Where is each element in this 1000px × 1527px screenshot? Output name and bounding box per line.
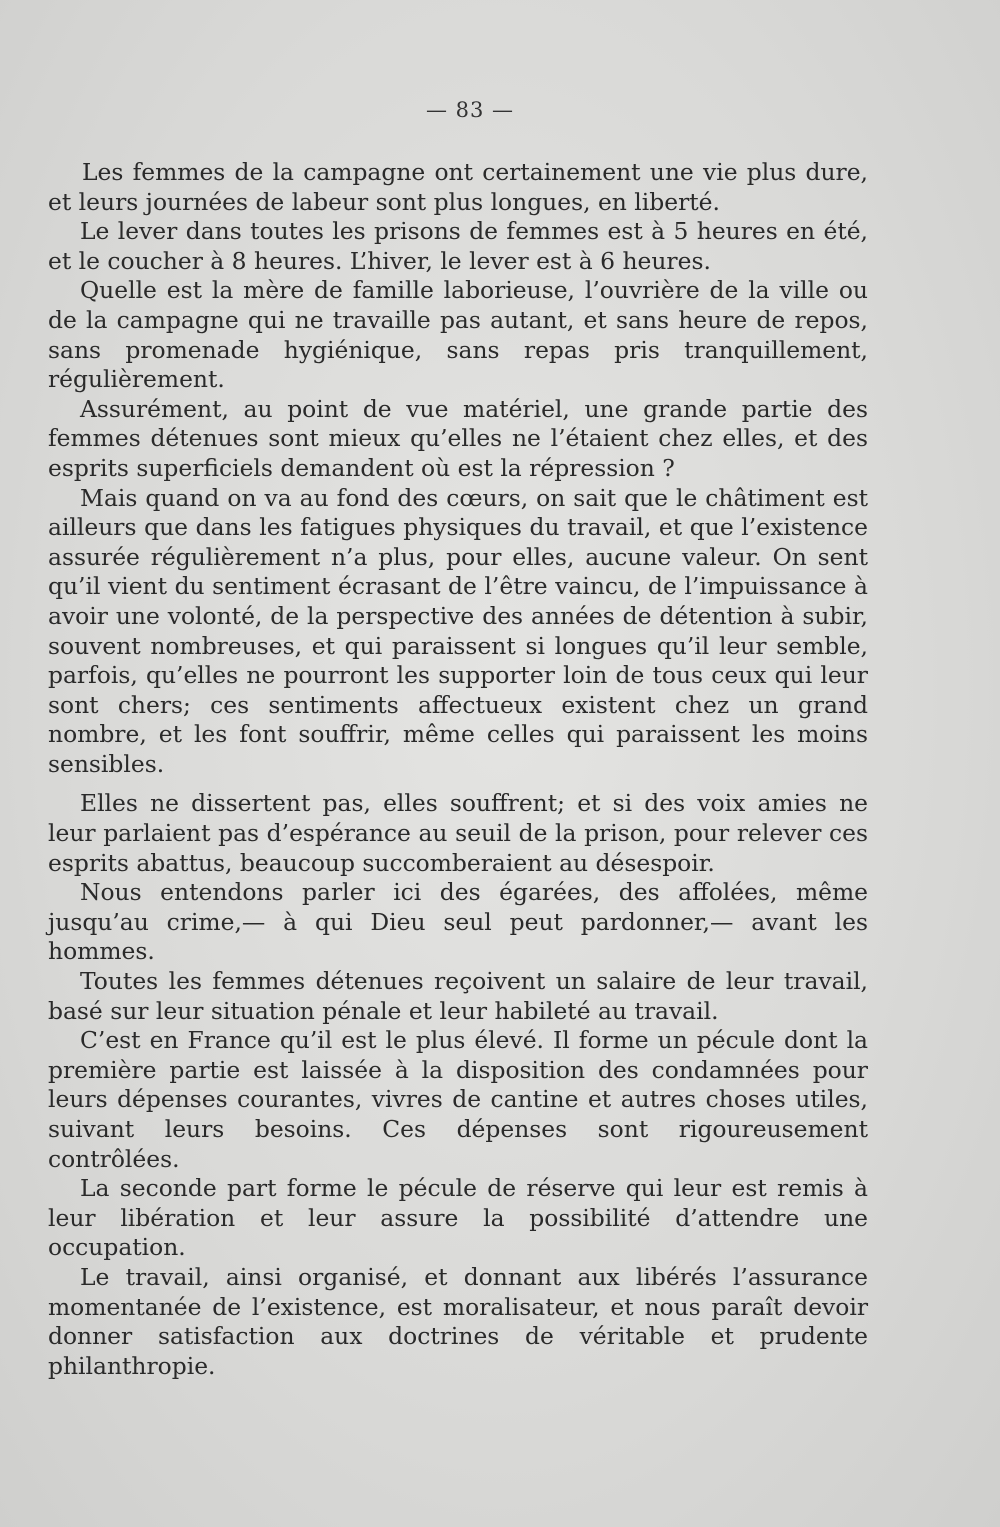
paragraph-2: Le lever dans toutes les prisons de femmes est à 5 heures en été, et le coucher à 8 heures. L’hiver, le lever est à 6 heures. [48, 217, 868, 275]
paragraph-4: Assurément, au point de vue matériel, une grande partie des femmes détenues sont mieux qu’elles ne l’étaient chez elles, et des esprits superficiels demandent où est la répression ? [48, 394, 868, 482]
paragraph-8: Toutes les femmes détenues reçoivent un salaire de leur travail, basé sur leur situation pénale et leur habileté au travail. [48, 967, 868, 1025]
body-text [48, 158, 868, 1381]
paragraph-7: Nous entendons parler ici des égarées, des affolées, même jusqu’au crime,— à qui Dieu seul peut pardonner,— avant les hommes. [48, 878, 868, 966]
page-number: — 83 — [425, 98, 515, 122]
paragraph-9: C’est en France qu’il est le plus élevé. Il forme un pécule dont la première partie est laissée à la disposition des condamnées pour leurs dépenses courantes, vivres de cantine et autres choses utiles, suivant leurs besoins. Ces dépenses sont rigoureusement contrôlées. [48, 1026, 868, 1173]
paragraph-11: Le travail, ainsi organisé, et donnant aux libérés l’assurance momentanée de l’existence, est moralisateur, et nous paraît devoir donner satisfaction aux doctrines de véritable et prudente philanthropie. [48, 1262, 868, 1380]
paragraph-1: Les femmes de la campagne ont certainement une vie plus dure, et leurs journées de labeur sont plus longues, en liberté. [48, 158, 868, 216]
paragraph-6: Elles ne dissertent pas, elles souffrent; et si des voix amies ne leur parlaient pas d’espérance au seuil de la prison, pour relever ces esprits abattus, beaucoup succomberaient au désespoir. [48, 789, 868, 877]
paragraph-5: Mais quand on va au fond des cœurs, on sait que le châtiment est ailleurs que dans les fatigues physiques du travail, et que l’existence assurée régulièrement n’a plus, pour elles, aucune valeur. On sent qu’il vient du sentiment écrasant de l’être vaincu, de l’impuissance à avoir une volonté, de la perspective des années de détention à subir, souvent nombreuses, et qui paraissent si longues qu’il leur semble, parfois, qu’elles ne pourront les supporter loin de tous ceux qui leur sont chers; ces sentiments affectueux existent chez un grand nombre, et les font souffrir, même celles qui paraissent les moins sensibles. [48, 483, 868, 778]
paragraph-3: Quelle est la mère de famille laborieuse, l’ouvrière de la ville ou de la campagne qui ne travaille pas autant, et sans heure de repos, sans promenade hygiénique, sans repas pris tranquillement, régulièrement. [48, 276, 868, 394]
paragraph-10: La seconde part forme le pécule de réserve qui leur est remis à leur libération et leur assure la possibilité d’attendre une occupation. [48, 1174, 868, 1262]
